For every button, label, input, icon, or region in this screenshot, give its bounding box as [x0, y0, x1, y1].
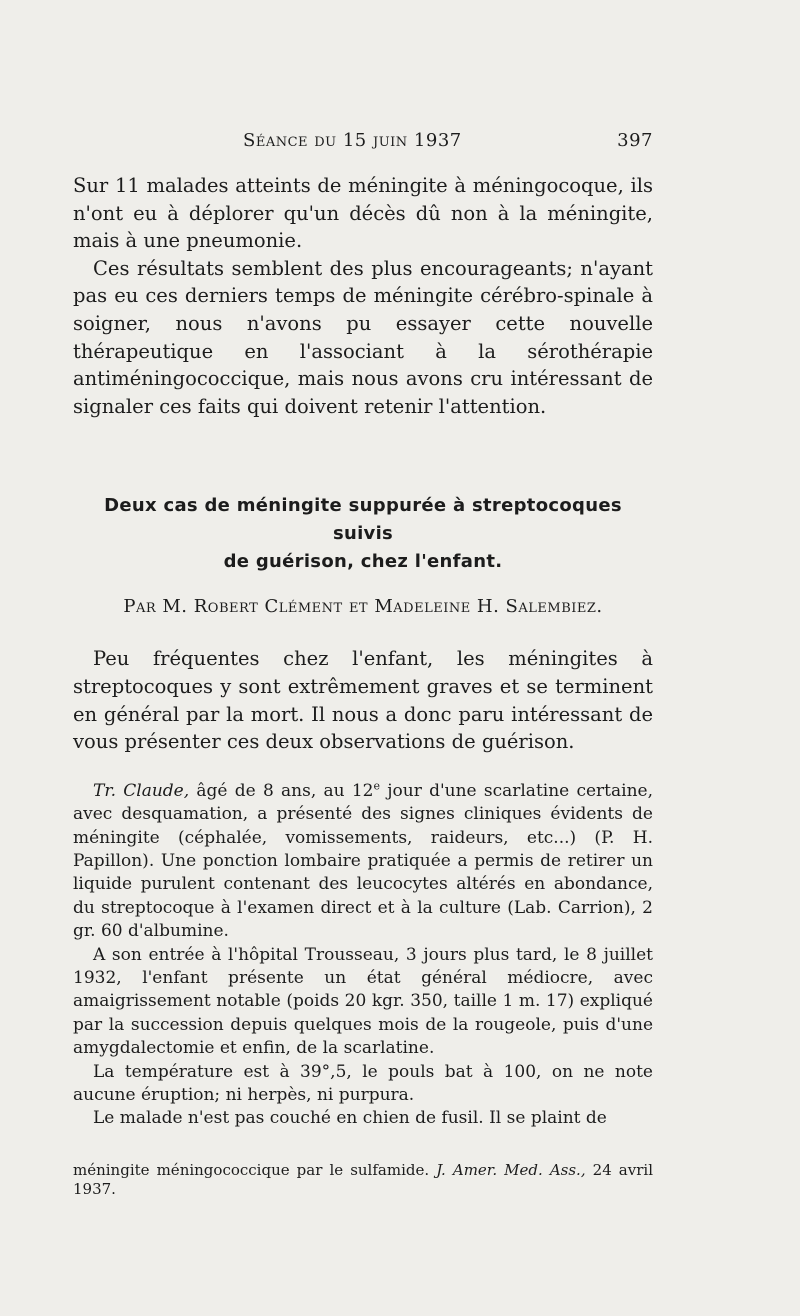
header-year: 1937 — [413, 130, 462, 151]
paragraph-previous-1: Sur 11 malades atteints de méningite à méningocoque, ils n'ont eu à déplorer qu'un décès dû non à la méningite, mais à une pneumonie. — [73, 174, 653, 253]
case-paragraph-1 — [73, 780, 653, 944]
paragraph-previous-2: Ces résultats semblent des plus encourageants; n'ayant pas eu ces derniers temps de méningite cérébro-spinale à soigner, nous n'avons pu essayer cette nouvelle thérapeutique en l'associant à la sérothérapie antiméningococcique, mais nous avons cru intéressant de signaler ces faits qui doivent retenir l'attention. — [73, 256, 653, 418]
case-paragraph-3: La température est à 39°,5, le pouls bat à 100, on ne note aucune éruption; ni herpès, ni purpura. — [73, 1061, 653, 1105]
author-1: Robert Clément — [193, 596, 343, 618]
byline-prefix: Par M. — [123, 596, 188, 618]
running-header — [73, 130, 653, 160]
case-p1-sup: e — [373, 779, 380, 793]
article-title — [73, 492, 653, 576]
case-paragraph-4: Le malade n'est pas couché en chien de fusil. Il se plaint de — [93, 1108, 607, 1129]
case-patient: Tr. Claude, — [93, 780, 190, 801]
article-title-line-1: Deux cas de méningite suppurée à streptocoques suivis — [104, 495, 622, 545]
case-paragraph-2: A son entrée à l'hôpital Trousseau, 3 jours plus tard, le 8 juillet 1932, l'enfant présente un état général médiocre, avec amaigrissement notable (poids 20 kgr. 350, taille 1 m. 17) expliqué par la succession depuis quelques mois de la rougeole, puis d'une amygdalectomie et enfin, de la scarlatine. — [73, 944, 653, 1059]
page — [73, 130, 653, 1199]
article-intro: Peu fréquentes chez l'enfant, les méningites à streptocoques y sont extrêmement graves et se terminent en général par la mort. Il nous a donc paru intéressant de vous présenter ces deux observations de guérison. — [73, 647, 653, 754]
case-p1-b: jour d'une scarlatine certaine, avec desquamation, a présenté des signes cliniques évidents de méningite (céphalée, vomissements, raideurs, etc...) (P. H. Papillon). Une ponction lombaire pratiquée a permis de retirer un liquide purulent contenant des leucocytes altérés en abondance, du streptocoque à l'examen direct et à la culture (Lab. Carrion), 2 gr. 60 d'albumine. — [73, 780, 654, 942]
footnote-rest: 24 avril 1937. — [73, 1160, 653, 1198]
article-title-line-2: de guérison, chez l'enfant. — [223, 551, 503, 573]
page-number: 397 — [617, 130, 653, 151]
author-2: Madeleine H. Salembiez. — [374, 596, 603, 618]
footnote — [73, 1161, 653, 1199]
footnote-journal: J. Amer. Med. Ass., — [436, 1160, 586, 1179]
case-p1-a: âgé de 8 ans, au 12 — [189, 780, 374, 801]
byline — [73, 596, 653, 617]
header-seance: Séance du — [243, 130, 337, 151]
byline-and: et — [348, 596, 369, 618]
footnote-text: méningite méningococcique par le sulfamide. — [73, 1160, 437, 1179]
header-title — [243, 130, 462, 151]
header-month: juin — [373, 130, 408, 151]
header-day: 15 — [342, 130, 367, 151]
